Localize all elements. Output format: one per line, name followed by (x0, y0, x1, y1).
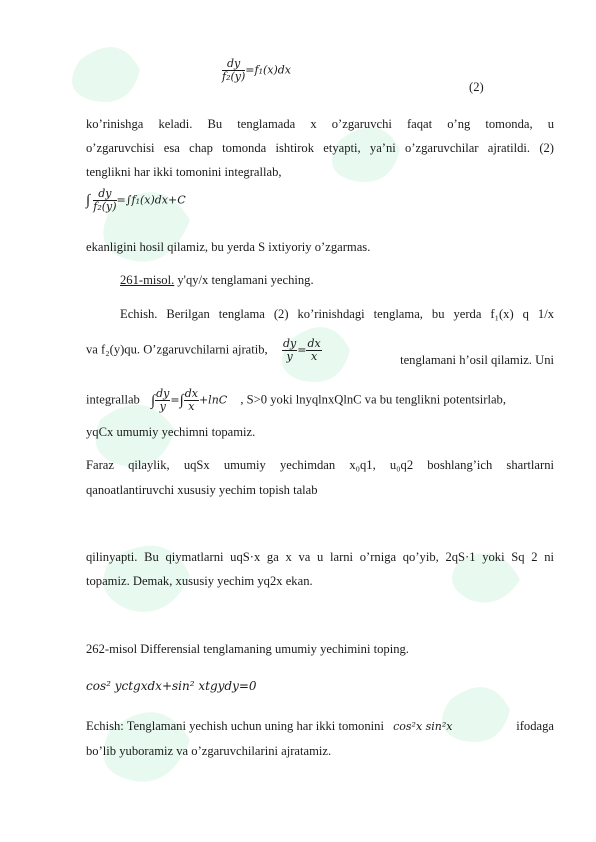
integral-sign: ∫ (86, 192, 91, 209)
equation-2-denominator: f₂(y) (222, 70, 246, 83)
example-261-label: 261-misol. (120, 273, 175, 287)
paragraph-line: ekanligini hosil qilamiz, bu yerda S ixtiyoriy o’zgarmas. (86, 240, 371, 254)
paragraph-line: topamiz. Demak, xususiy yechim yq2x ekan. (86, 574, 313, 588)
paragraph-line: qanoatlantiruvchi xususiy yechim topish talab (86, 483, 318, 497)
fraction-numerator: dx (307, 337, 321, 350)
fraction-dx-x (306, 338, 321, 363)
paragraph-line: ko’rinishga keladi. Bu tenglamada x o’zgaruvchi faqat o’ng tomonda, u (86, 117, 554, 131)
solution-line-3: integrallab ∫ $\frac{dy}{y}$ =∫ $\frac{dx}{x}$ +lnC , S>0 yoki lnyqlnxQlnC va bu tenglikni potentsirlab, (86, 387, 506, 413)
equation-262: cos² yctgxdx+sin² xtgydy=0 (86, 679, 257, 693)
paragraph-line: bo’lib yuboramiz va o’zgaruvchilarini ajratamiz. (86, 744, 332, 758)
paragraph-text: ifodaga (516, 719, 554, 733)
solution-text: integrallab (86, 392, 140, 407)
equation-2 (222, 58, 291, 83)
paragraph-math: cos²x sin²x (393, 720, 453, 733)
solution-line-2: va f₂(y)qu. O’zgaruvchilarni ajratib, $\frac{dy}{y}$ = $\frac{dx}{x}$ tenglamani h’osil qilamiz. Uni (86, 337, 554, 367)
integral-fraction (93, 188, 116, 213)
example-261-text: y'qy/x tenglamani yeching. (174, 273, 314, 287)
integral-denominator: f₂(y) (93, 200, 117, 213)
solution-text: , S>0 yoki lnyqlnxQlnC va bu tenglikni potentsirlab, (240, 392, 506, 407)
integral-numerator: dy (93, 188, 116, 201)
equation-number: (2) (469, 80, 484, 94)
solution-text: tenglamani h’osil qilamiz. Uni (400, 353, 554, 367)
equation-2-fraction (222, 58, 245, 83)
fraction-dy-y (282, 338, 297, 363)
integral-equation (86, 188, 186, 213)
fraction-denominator: x (188, 400, 195, 413)
fraction-numerator: dx (184, 387, 198, 400)
paragraph-line: Faraz qilaylik, uqSx umumiy yechimdan x₀q1, u₀q2 boshlang’ich shartlarni (86, 458, 554, 472)
paragraph-line (86, 718, 554, 735)
integral-rhs: =∫f₁(x)dx+C (116, 193, 186, 207)
fraction-numerator: dy (283, 337, 297, 350)
solution-line: Echish. Berilgan tenglama (2) ko’rinishdagi tenglama, bu yerda f₁(x) q 1/x (120, 307, 554, 321)
fraction-denominator: y (286, 350, 293, 363)
paragraph-line: tenglikni har ikki tomonini integrallab, (86, 165, 282, 179)
solution-math: +lnC (198, 393, 228, 407)
fraction-denominator: x (311, 350, 318, 363)
solution-text: va f₂(y)qu. O’zgaruvchilarni ajratib, (86, 342, 268, 357)
paragraph-text: Echish: Tenglamani yechish uchun uning har ikki tomonini (86, 719, 384, 733)
paragraph-line: qilinyapti. Bu qiymatlarni uqS·x ga x va u larni o’rniga qo’yib, 2qS·1 yoki Sq 2 ni (86, 550, 554, 564)
solution-line: yqCx umumiy yechimni topamiz. (86, 425, 256, 439)
fraction-numerator: dy (156, 387, 170, 400)
equation-2-numerator: dy (222, 58, 245, 71)
paragraph-line: o’zgaruvchisi esa chap tomonda ishtirok etyapti, ya’ni o’zgaruvchilar ajratildi. (2) (86, 141, 554, 155)
example-261-heading (120, 272, 314, 288)
fraction-denominator: y (159, 400, 166, 413)
equation-2-rhs: =f₁(x)dx (245, 63, 292, 77)
example-262-heading: 262-misol Differensial tenglamaning umumiy yechimini toping. (86, 642, 409, 656)
